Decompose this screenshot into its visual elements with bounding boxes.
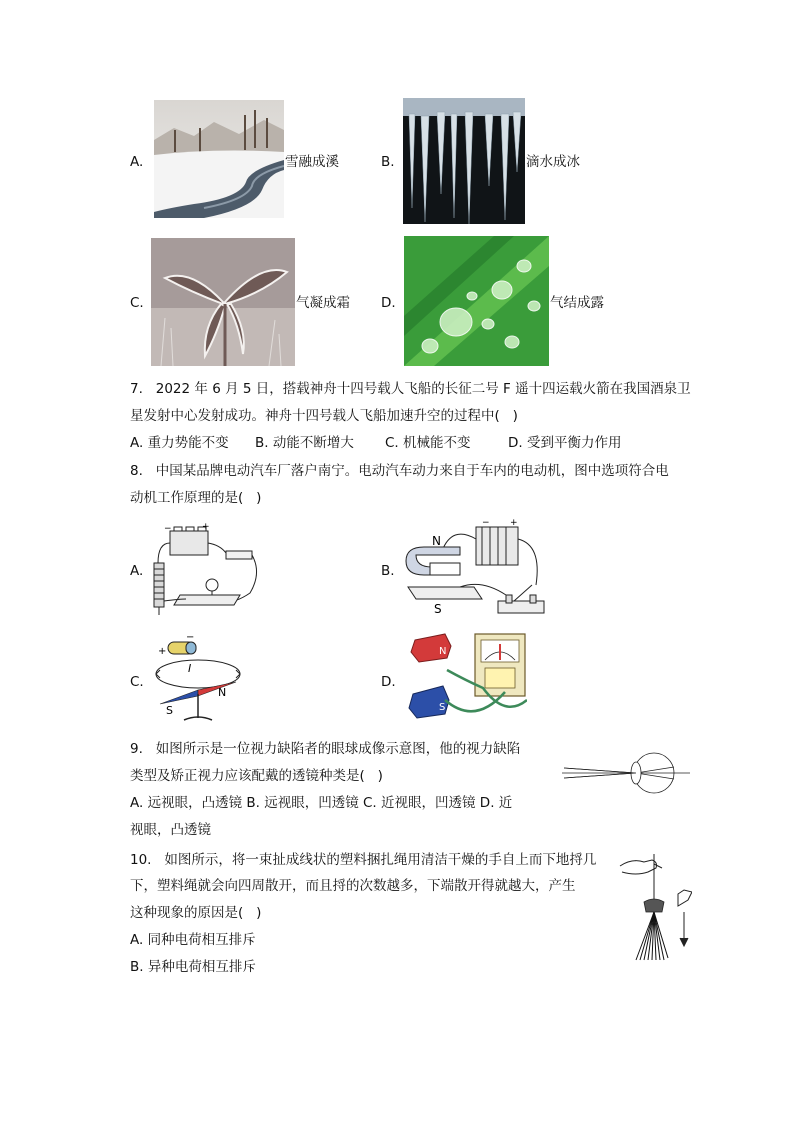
wire-plus-label: + [158,646,167,657]
wire-minus-label: − [186,634,195,643]
magnet-n-label: N [432,534,441,548]
q10-stem-line1: 10. 如图所示，将一束扯成线状的塑料捆扎绳用清洁干燥的手自上而下地捋几 [130,852,597,868]
q10-stem-line2: 下，塑料绳就会向四周散开，而且捋的次数越多，下端散开得就越大，产生 [130,878,576,894]
q8-option-c: C. [130,674,144,690]
compass-n-label: N [218,686,227,699]
meter-magnets-figure [405,630,527,724]
q7-option-b: B. 动能不断增大 [255,435,354,451]
option-caption-a: 雪融成溪 [285,154,339,170]
q10-stem-line3: 这种现象的原因是( ) [130,905,262,921]
meter-n-label: N [439,646,447,657]
option-letter-c: C. [130,295,144,311]
meter-s-label: S [439,702,446,713]
q9-options-line: A. 远视眼，凸透镜 B. 远视眼，凹透镜 C. 近视眼，凹透镜 D. 近 [130,795,513,811]
q8-stem-line1: 8. 中国某品牌电动汽车厂落户南宁。电动汽车动力来自于车内的电动机，图中选项符合电 [130,463,669,479]
q9-stem-line2: 类型及矫正视力应该配戴的透镜种类是( ) [130,768,383,784]
q8-option-b: B. [381,563,395,579]
q9-options-line-cont: 视眼，凸透镜 [130,822,211,838]
q8-option-d: D. [381,674,396,690]
oersted-compass-figure [150,634,248,724]
q7-stem-line2: 星发射中心发射成功。神舟十四号载人飞船加速升空的过程中( ) [130,408,518,424]
compass-s-label: S [166,704,173,717]
q7-stem-line1: 7. 2022 年 6 月 5 日，搭载神舟十四号载人飞船的长征二号 F 遥十四运载火箭在我国酒泉卫 [130,381,691,397]
option-letter-a: A. [130,154,144,170]
q8-stem-line2: 动机工作原理的是( ) [130,490,262,506]
snow-stream-photo [154,100,284,218]
battery-plus-label: + [202,523,210,532]
frost-plant-photo [151,238,295,366]
eye-diagram-figure [562,748,690,798]
icicles-photo [403,98,525,224]
option-letter-b: B. [381,154,395,170]
generator-circuit-figure [402,515,550,619]
generator-battery-plus: + [510,518,518,528]
generator-battery-minus: − [482,518,490,528]
option-caption-c: 气凝成霜 [296,295,350,311]
battery-minus-label: − [164,524,172,534]
option-caption-d: 气结成露 [550,295,604,311]
plastic-rope-figure [618,852,692,962]
option-caption-b: 滴水成冰 [526,154,580,170]
electromagnet-circuit-figure [150,523,262,615]
option-letter-d: D. [381,295,396,311]
q7-option-a: A. 重力势能不变 [130,435,229,451]
magnet-s-label: S [434,602,442,616]
current-i-label: I [188,662,192,675]
q10-option-a: A. 同种电荷相互排斥 [130,932,256,948]
q7-option-c: C. 机械能不变 [385,435,471,451]
q8-option-a: A. [130,563,144,579]
q9-stem-line1: 9. 如图所示是一位视力缺陷者的眼球成像示意图，他的视力缺陷 [130,741,521,757]
dew-leaf-photo [404,236,549,366]
q7-option-d: D. 受到平衡力作用 [508,435,622,451]
q10-option-b: B. 异种电荷相互排斥 [130,959,256,975]
